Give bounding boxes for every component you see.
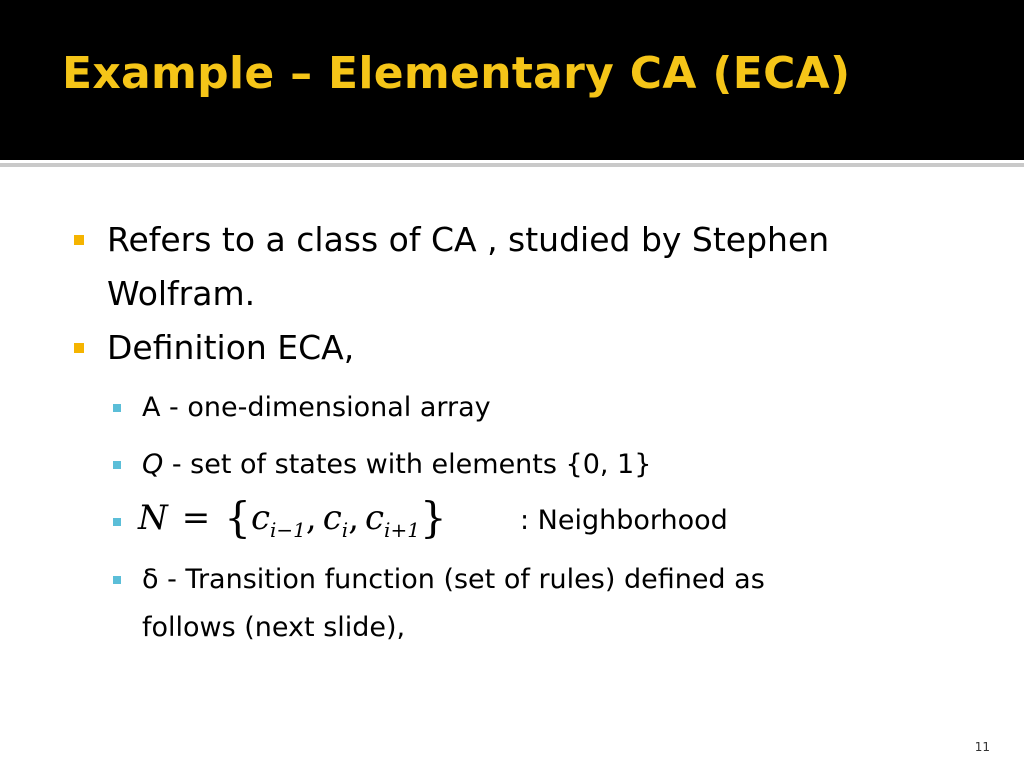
bullet-refers-line2: Wolfram. [107, 274, 256, 313]
sub-bullet-square-icon [113, 404, 121, 412]
bullet-refers-line1: Refers to a class of CA , studied by Stephen [107, 220, 830, 259]
neighborhood-formula: $N = \{c_{i-1}$, $c_i$, $c_{i+1}$} [138, 493, 447, 542]
bullet-square-icon [74, 343, 84, 353]
sub-bullet-transition-line1: δ - Transition function (set of rules) defined as [142, 564, 765, 595]
sub-bullet-states [142, 441, 651, 489]
bullet-square-icon [74, 235, 84, 245]
sub-bullet-transition-line2: follows (next slide), [142, 612, 406, 643]
neighborhood-label: : Neighborhood [520, 505, 728, 536]
bullet-definition: Definition ECA, [107, 328, 355, 367]
sub-bullet-square-icon [113, 518, 121, 526]
slide-title: Example – Elementary CA (ECA) [62, 48, 851, 99]
sub-bullet-square-icon [113, 461, 121, 469]
sub-bullet-square-icon [113, 576, 121, 584]
states-text: - set of states with elements {0, 1} [163, 449, 652, 480]
page-number: 11 [974, 740, 990, 754]
q-symbol: Q [142, 449, 164, 480]
sub-bullet-array: A - one-dimensional array [142, 392, 491, 423]
